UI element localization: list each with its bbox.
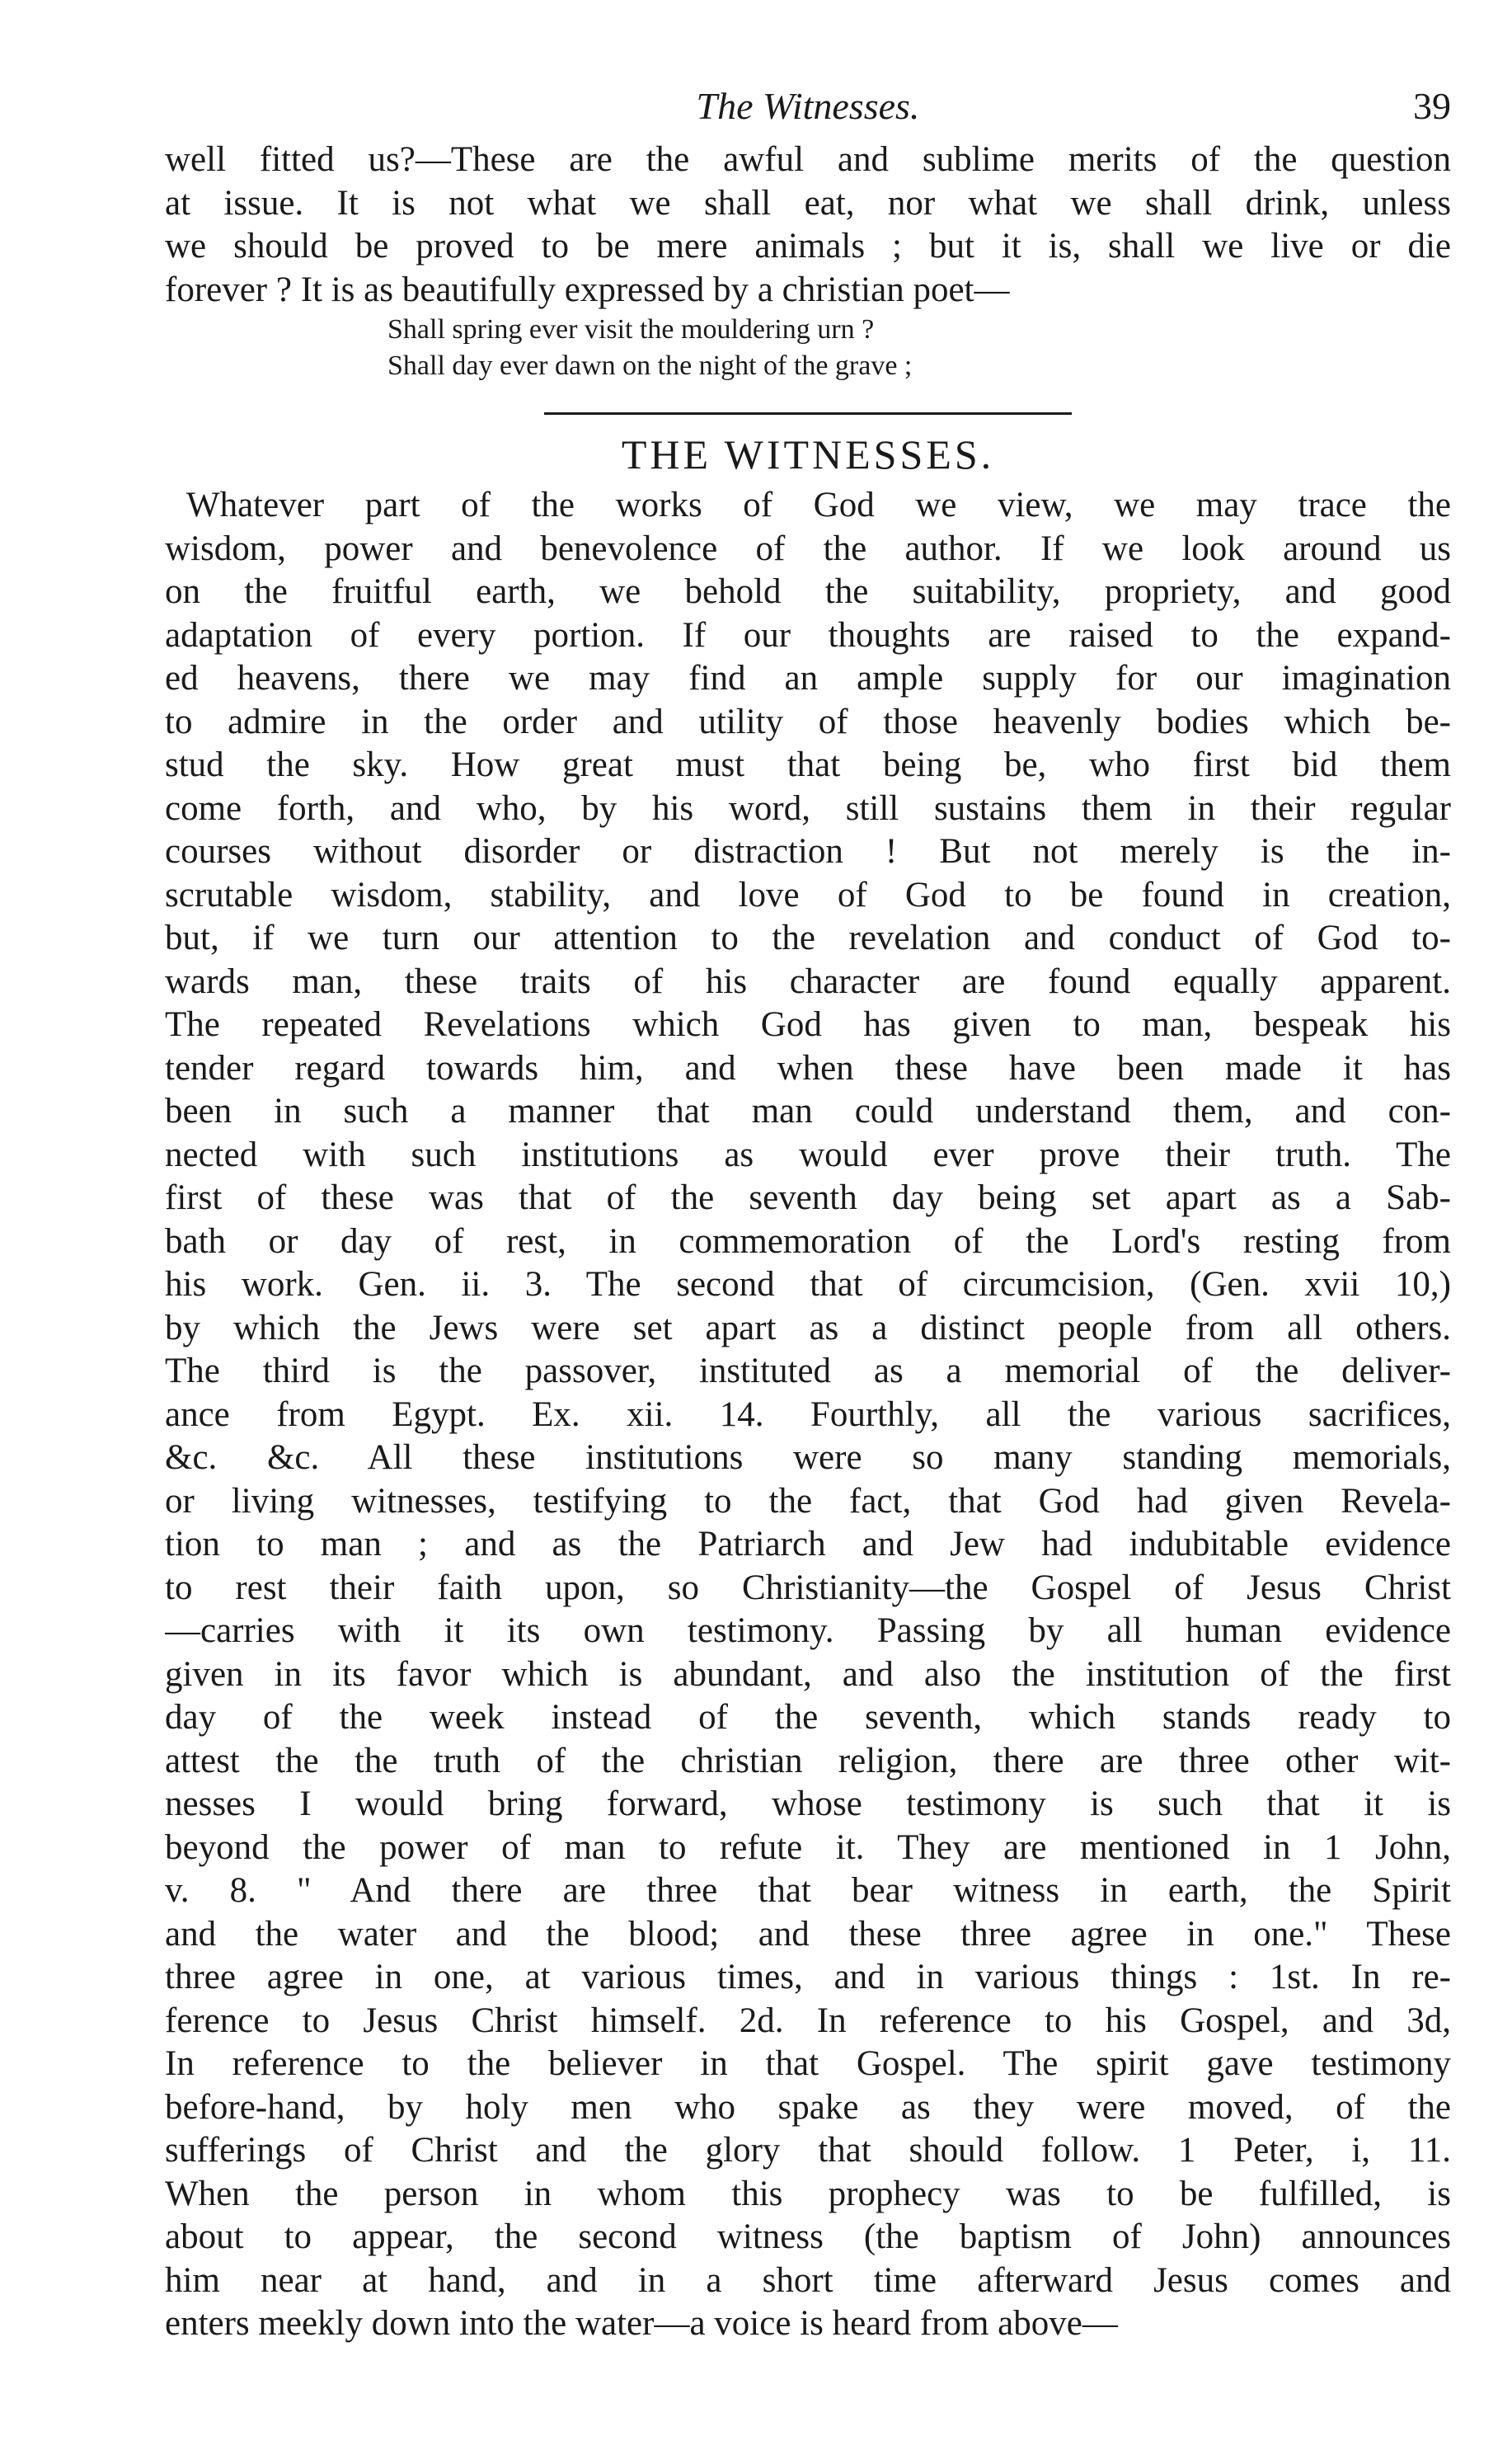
intro-paragraph (165, 139, 1451, 312)
poem-line: Shall spring ever visit the mouldering urn ? (387, 314, 875, 345)
poem-line: Shall day ever dawn on the night of the grave ; (387, 350, 913, 381)
text-line: ference to Jesus Christ himself. 2d. In reference to his Gospel, and 3d, (165, 2001, 1451, 2040)
text-line: ed heavens, there we may find an ample supply for our imagination (165, 659, 1451, 698)
text-line: to rest their faith upon, so Christianity—the Gospel of Jesus Christ (165, 1568, 1451, 1607)
text-line: courses without disorder or distraction ! But not merely is the in- (165, 832, 1451, 871)
page-number: 39 (1413, 85, 1451, 127)
section-heading: THE WITNESSES. (621, 431, 995, 477)
book-page (165, 79, 1451, 2346)
text-line: but, if we turn our attention to the revelation and conduct of God to- (165, 919, 1451, 957)
text-line: tender regard towards him, and when these have been made it has (165, 1048, 1451, 1088)
section-divider (544, 412, 1072, 415)
text-line: bath or day of rest, in commemoration of the Lord's resting from (165, 1221, 1451, 1261)
text-line: him near at hand, and in a short time afterward Jesus comes and (165, 2260, 1451, 2300)
text-line: When the person in whom this prophecy was to be fulfilled, is (165, 2174, 1451, 2213)
text-line: by which the Jews were set apart as a distinct people from all others. (165, 1308, 1451, 1347)
text-line: The third is the passover, instituted as a memorial of the deliver- (165, 1352, 1451, 1390)
text-line: stud the sky. How great must that being be, who first bid them (165, 745, 1451, 784)
text-line: given in its favor which is abundant, and also the institution of the first (165, 1654, 1451, 1694)
text-line: to admire in the order and utility of those heavenly bodies which be- (165, 702, 1451, 741)
text-line: ance from Egypt. Ex. xii. 14. Fourthly, all the various sacrifices, (165, 1394, 1451, 1434)
text-line: before-hand, by holy men who spake as they were moved, of the (165, 2087, 1451, 2127)
running-title: The Witnesses. (696, 85, 920, 127)
text-line: adaptation of every portion. If our thoughts are raised to the expand- (165, 615, 1451, 655)
text-line: his work. Gen. ii. 3. The second that of circumcision, (Gen. xvii 10,) (165, 1265, 1451, 1304)
text-line: day of the week instead of the seventh, which stands ready to (165, 1698, 1451, 1737)
text-line: &c. &c. All these institutions were so many standing memorials, (165, 1438, 1451, 1477)
text-line: and the water and the blood; and these three agree in one." These (165, 1914, 1451, 1954)
text-line: The repeated Revelations which God has given to man, bespeak his (165, 1005, 1451, 1044)
poem-quotation (387, 312, 1451, 384)
text-line: wisdom, power and benevolence of the author. If we look around us (165, 529, 1451, 568)
text-line: or living witnesses, testifying to the fact, that God had given Revela- (165, 1481, 1451, 1521)
text-line: wards man, these traits of his character are found equally apparent. (165, 962, 1451, 1001)
text-line: scrutable wisdom, stability, and love of God to be found in creation, (165, 875, 1451, 915)
running-head (165, 79, 1451, 132)
text-line: well fitted us?—These are the awful and sublime merits of the question (165, 140, 1451, 179)
text-line: at issue. It is not what we shall eat, nor what we shall drink, unless (165, 183, 1451, 223)
text-line: sufferings of Christ and the glory that should follow. 1 Peter, i, 11. (165, 2131, 1451, 2170)
text-line: attest the the truth of the christian religion, there are three other wit- (165, 1741, 1451, 1780)
text-line: three agree in one, at various times, and in various things : 1st. In re- (165, 1958, 1451, 1996)
text-line: about to appear, the second witness (the baptism of John) announces (165, 2217, 1451, 2256)
text-line: —carries with it its own testimony. Passing by all human evidence (165, 1611, 1451, 1650)
text-line: first of these was that of the seventh day being set apart as a Sab- (165, 1178, 1451, 1217)
text-line: on the fruitful earth, we behold the suitability, propriety, and good (165, 572, 1451, 611)
text-line: Whatever part of the works of God we view, we may trace the (186, 486, 1451, 524)
text-line: nected with such institutions as would ever prove their truth. The (165, 1135, 1451, 1174)
text-line: been in such a manner that man could understand them, and con- (165, 1092, 1451, 1131)
text-line: come forth, and who, by his word, still sustains them in their regular (165, 788, 1451, 828)
text-line: forever ? It is as beautifully expressed by a christian poet— (165, 270, 1010, 309)
text-line: we should be proved to be mere animals ; but it is, shall we live or die (165, 227, 1451, 266)
text-line: enters meekly down into the water—a voice is heard from above— (165, 2304, 1118, 2343)
text-line: beyond the power of man to refute it. They are mentioned in 1 John, (165, 1827, 1451, 1867)
text-line: tion to man ; and as the Patriarch and Jew had indubitable evidence (165, 1525, 1451, 1564)
text-line: nesses I would bring forward, whose testimony is such that it is (165, 1785, 1451, 1823)
text-line: v. 8. " And there are three that bear witness in earth, the Spirit (165, 1871, 1451, 1910)
text-line: In reference to the believer in that Gospel. The spirit gave testimony (165, 2044, 1451, 2083)
body-paragraph (165, 484, 1451, 2346)
